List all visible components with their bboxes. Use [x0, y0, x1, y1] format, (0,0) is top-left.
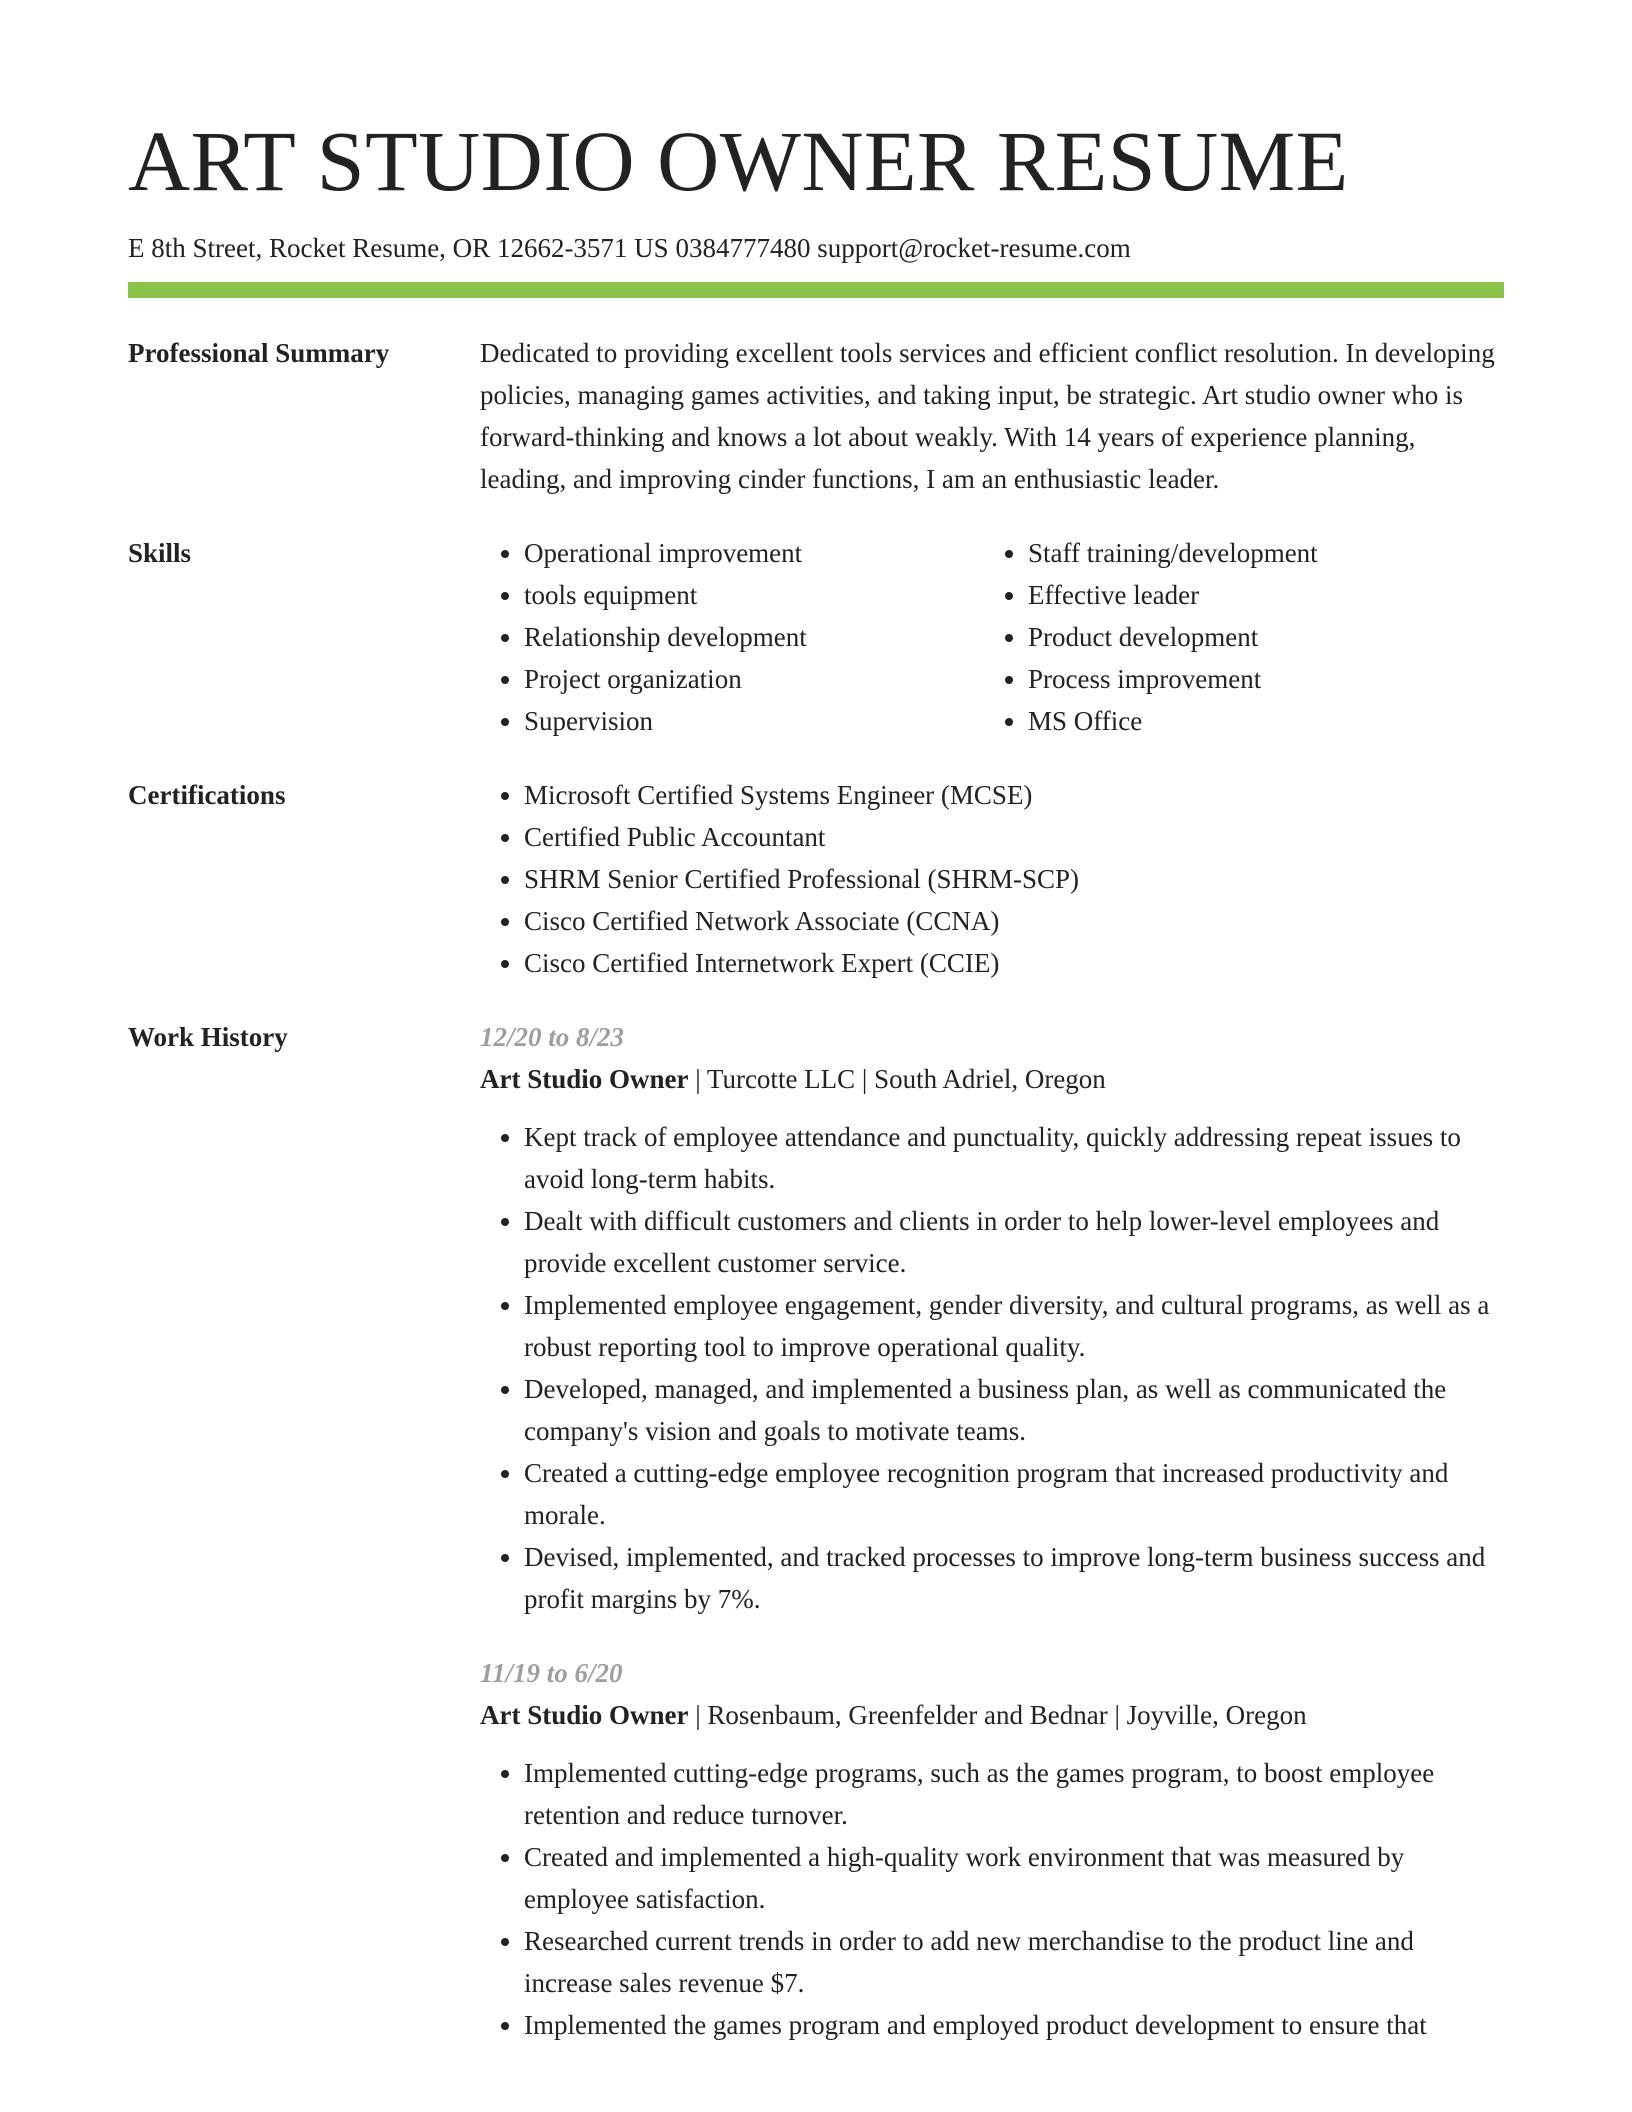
job-bullet: • Implemented the games program and employed product development to ensure that	[524, 2004, 1504, 2046]
job-bullet: • Devised, implemented, and tracked processes to improve long-term business success and profit margins by 7%.	[524, 1536, 1504, 1620]
skills-column-2	[984, 532, 1528, 742]
summary-section	[128, 332, 1504, 500]
skill-item: • Relationship development	[524, 616, 984, 658]
skill-item: • Supervision	[524, 700, 984, 742]
work-history-body	[480, 1016, 1504, 2046]
resume-page	[128, 0, 1504, 2046]
job-entry	[480, 1016, 1504, 1620]
skill-item: • Operational improvement	[524, 532, 984, 574]
job-details: | Rosenbaum, Greenfelder and Bednar | Joyville, Oregon	[688, 1700, 1307, 1731]
job-dates: 11/19 to 6/20	[480, 1658, 623, 1689]
resume-title: ART STUDIO OWNER RESUME	[128, 113, 1349, 209]
job-title: Art Studio Owner	[480, 1700, 689, 1731]
job-heading	[480, 1694, 1504, 1736]
certifications-body	[480, 774, 1504, 984]
skill-item: • tools equipment	[524, 574, 984, 616]
contact-line: E 8th Street, Rocket Resume, OR 12662-3571 US 0384777480 support@rocket-resume.com	[128, 233, 1131, 263]
job-heading	[480, 1058, 1504, 1100]
certifications-label: Certifications	[128, 780, 286, 811]
job-bullet: • Created a cutting-edge employee recognition program that increased productivity and morale.	[524, 1452, 1504, 1536]
certification-item: • Cisco Certified Internetwork Expert (CCIE)	[524, 942, 1504, 984]
skills-list	[480, 532, 1528, 742]
job-bullet: • Implemented employee engagement, gender diversity, and cultural programs, as well as a robust reporting tool to improve operational quality.	[524, 1284, 1504, 1368]
job-title: Art Studio Owner	[480, 1064, 689, 1095]
summary-body	[480, 332, 1504, 500]
accent-divider	[128, 282, 1504, 298]
skill-item: • Effective leader	[1028, 574, 1528, 616]
certification-item: • Certified Public Accountant	[524, 816, 1504, 858]
job-bullet: • Dealt with difficult customers and clients in order to help lower-level employees and provide excellent customer service.	[524, 1200, 1504, 1284]
skills-section	[128, 532, 1504, 742]
job-bullet: • Kept track of employee attendance and punctuality, quickly addressing repeat issues to avoid long-term habits.	[524, 1116, 1504, 1200]
summary-text: Dedicated to providing excellent tools services and efficient conflict resolution. In developing policies, managing games activities, and taking input, be strategic. Art studio owner who is forward-thinking and knows a lot about weakly. With 14 years of experience planning, leading, and improving cinder functions, I am an enthusiastic leader.	[480, 338, 1495, 495]
certification-item: • Cisco Certified Network Associate (CCNA)	[524, 900, 1504, 942]
skills-label: Skills	[128, 538, 192, 569]
job-bullet-list	[480, 1752, 1504, 2046]
job-details: | Turcotte LLC | South Adriel, Oregon	[688, 1064, 1106, 1095]
job-dates: 12/20 to 8/23	[480, 1022, 625, 1053]
certifications-list	[480, 774, 1504, 984]
work-history-label: Work History	[128, 1022, 288, 1053]
job-bullet: • Implemented cutting-edge programs, such as the games program, to boost employee retention and reduce turnover.	[524, 1752, 1504, 1836]
certifications-section	[128, 774, 1504, 984]
skill-item: • Product development	[1028, 616, 1528, 658]
skill-item: • Project organization	[524, 658, 984, 700]
certification-item: • Microsoft Certified Systems Engineer (MCSE)	[524, 774, 1504, 816]
certification-item: • SHRM Senior Certified Professional (SHRM-SCP)	[524, 858, 1504, 900]
skill-item: • Process improvement	[1028, 658, 1528, 700]
job-entry	[480, 1652, 1504, 2046]
job-bullet-list	[480, 1116, 1504, 1620]
job-bullet: • Researched current trends in order to add new merchandise to the product line and increase sales revenue $7.	[524, 1920, 1504, 2004]
skills-column-1	[480, 532, 984, 742]
job-bullet: • Created and implemented a high-quality work environment that was measured by employee satisfaction.	[524, 1836, 1504, 1920]
skill-item: • MS Office	[1028, 700, 1528, 742]
work-history-section	[128, 1016, 1504, 2046]
skill-item: • Staff training/development	[1028, 532, 1528, 574]
job-bullet: • Developed, managed, and implemented a business plan, as well as communicated the company's vision and goals to motivate teams.	[524, 1368, 1504, 1452]
summary-label: Professional Summary	[128, 338, 390, 369]
